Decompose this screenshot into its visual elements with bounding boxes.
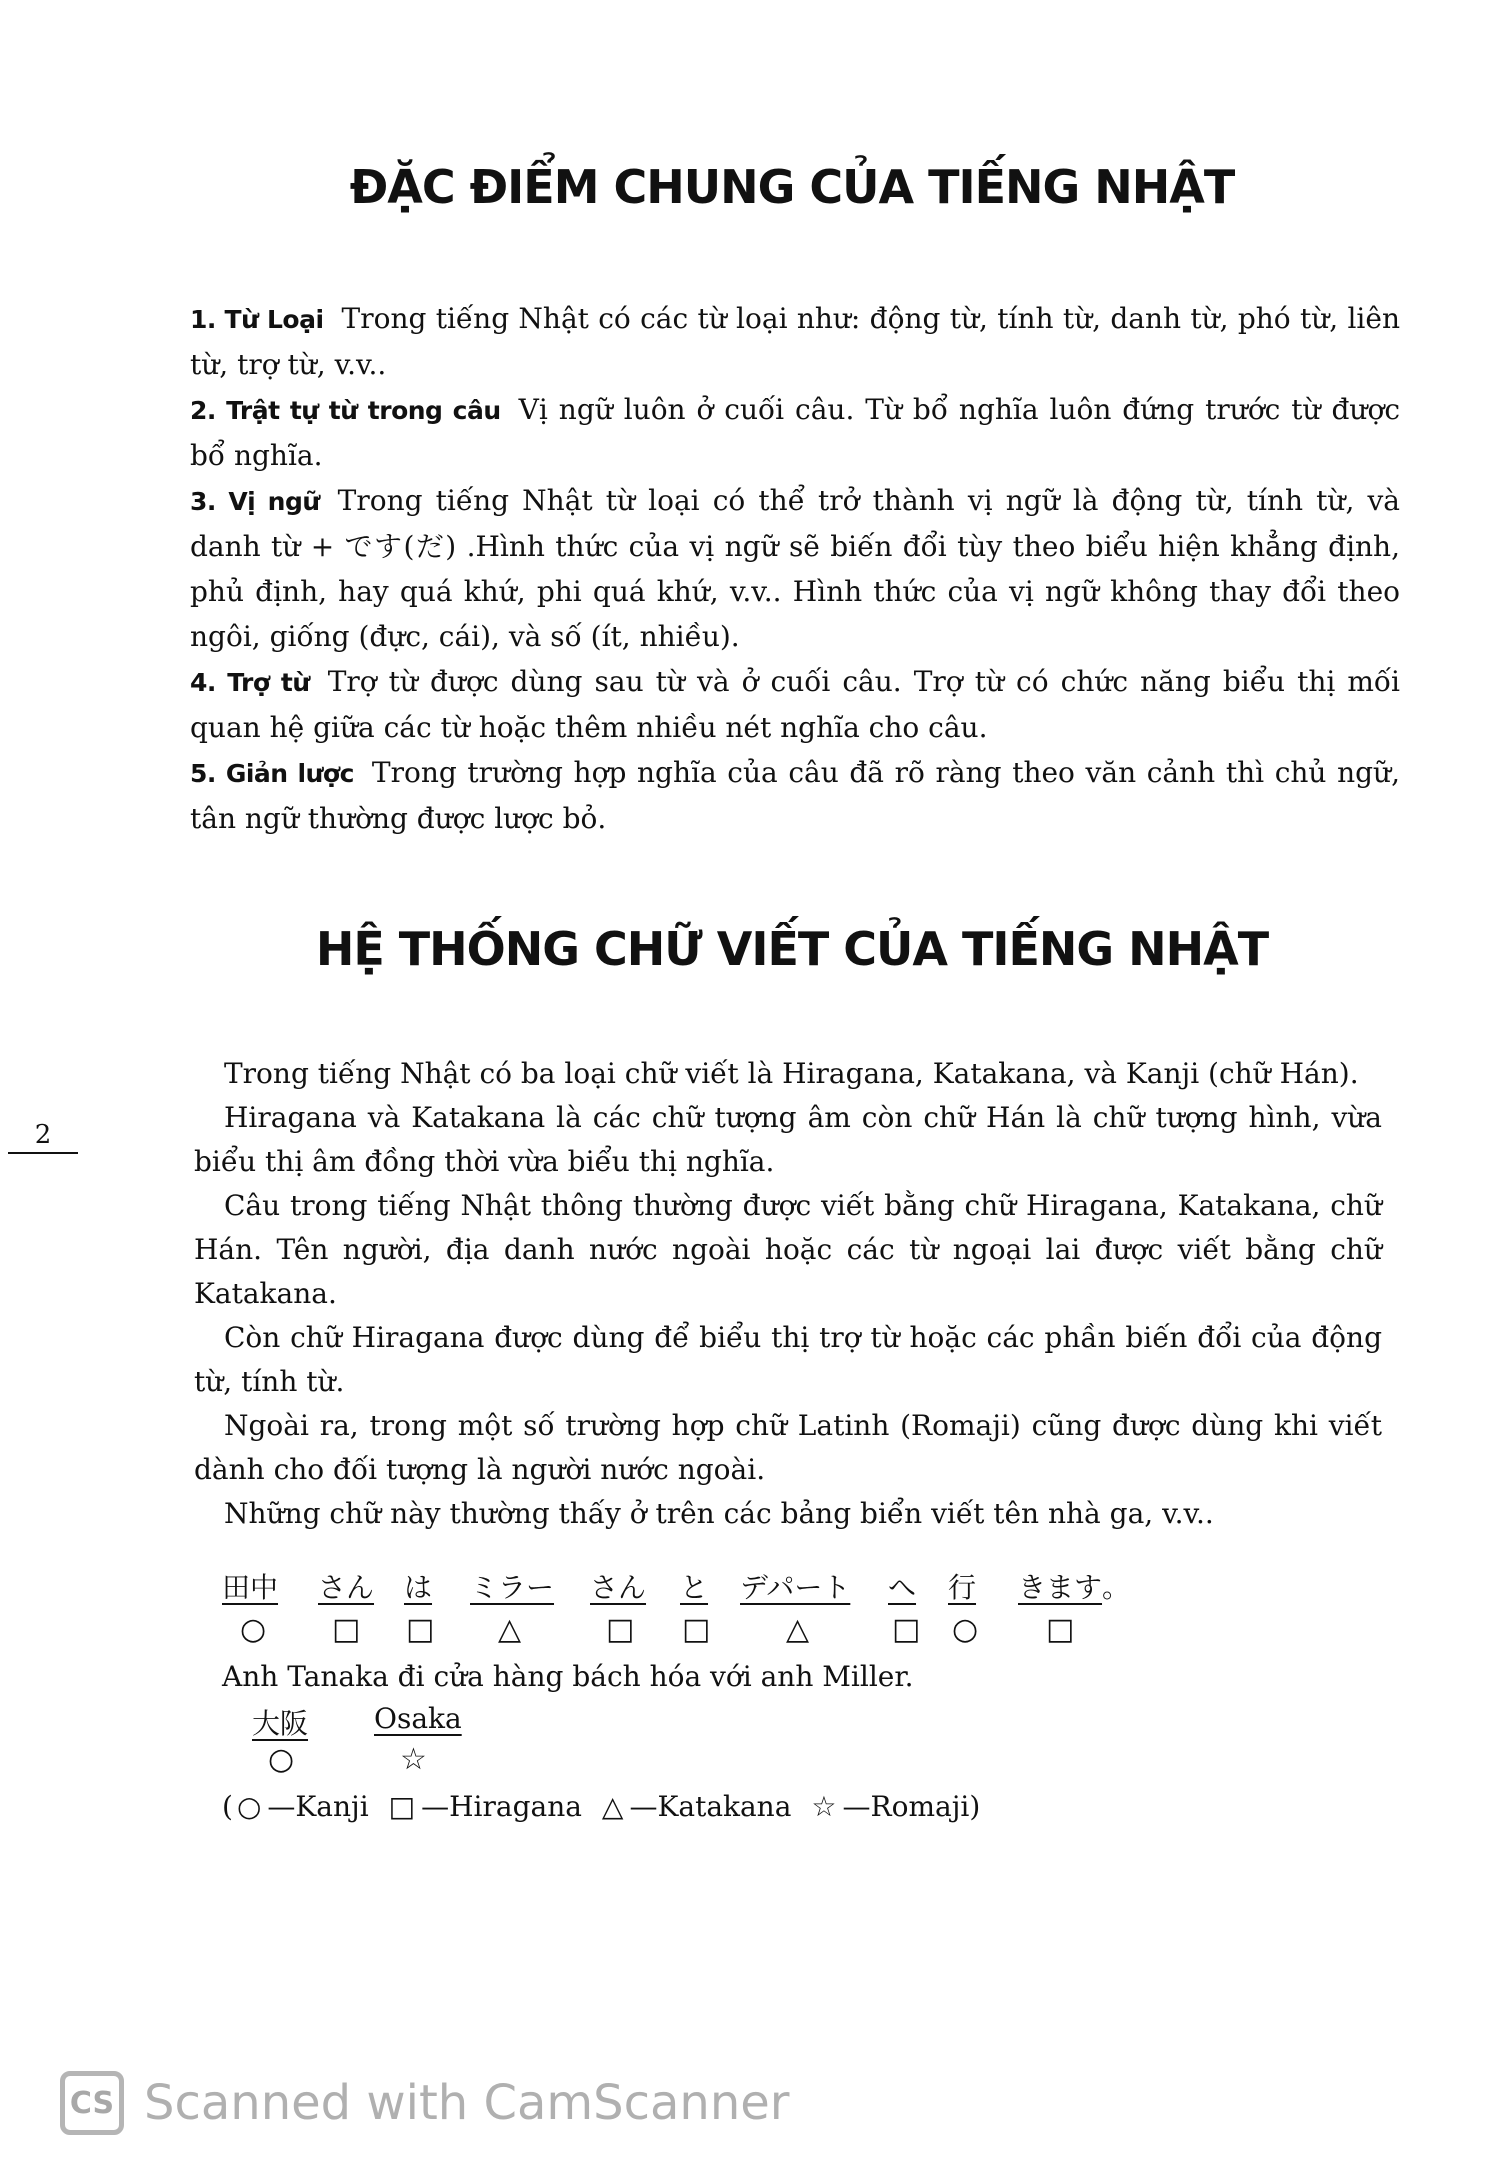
feature-text: Trợ từ được dùng sau từ và ở cuối câu. Trợ từ có chức năng biểu thị mối quan hệ giữa các từ hoặc thêm nhiều nét nghĩa cho câu.: [190, 665, 1401, 744]
square-symbol-icon: □: [406, 1612, 435, 1647]
page-number-rule: [8, 1152, 78, 1154]
feature-item: [190, 750, 1400, 841]
circle-symbol-icon: ○: [236, 1790, 262, 1823]
watermark-text: Scanned with CamScanner: [144, 2075, 790, 2131]
feature-term: 1. Từ Loại: [190, 305, 324, 334]
example-word: きます: [1018, 1571, 1103, 1604]
feature-text: Vị ngữ luôn ở cuối câu. Từ bổ nghĩa luôn đứng trước từ được bổ nghĩa.: [190, 393, 1401, 472]
feature-term: 5. Giản lược: [190, 759, 354, 788]
scanner-watermark: [60, 2068, 790, 2138]
section-heading-writing-system: HỆ THỐNG CHỮ VIẾT CỦA TIẾNG NHẬT: [315, 922, 1269, 976]
paragraph: Còn chữ Hiragana được dùng để biểu thị trợ từ hoặc các phần biến đổi của động từ, tính từ.: [194, 1321, 1382, 1398]
example-translation: Anh Tanaka đi cửa hàng bách hóa với anh Miller.: [222, 1660, 914, 1693]
paragraph: Câu trong tiếng Nhật thông thường được viết bằng chữ Hiragana, Katakana, chữ Hán. Tên người, địa danh nước ngoài hoặc các từ ngoại lai được viết bằng chữ Katakana.: [194, 1189, 1382, 1310]
legend-label: —Katakana: [629, 1790, 792, 1823]
feature-item: [190, 478, 1400, 659]
circle-symbol-icon: ○: [240, 1612, 267, 1647]
example-word: Osaka: [374, 1702, 462, 1735]
example-word: 田中: [222, 1571, 279, 1604]
example-sentence: [0, 1566, 1504, 1616]
circle-symbol-icon: ○: [952, 1612, 979, 1647]
page-number: [8, 1120, 78, 1154]
example-period: 。: [1102, 1571, 1131, 1604]
example-word: ミラー: [470, 1571, 555, 1604]
legend-open-paren: (: [222, 1790, 233, 1823]
script-symbol-row-osaka: [0, 1742, 1504, 1786]
general-features-list: [190, 296, 1400, 841]
feature-text: Trong trường hợp nghĩa của câu đã rõ ràng theo văn cảnh thì chủ ngữ, tân ngữ thường được lược bỏ.: [190, 756, 1400, 835]
triangle-symbol-icon: △: [601, 1790, 624, 1823]
symbol-legend: [222, 1790, 1000, 1823]
example-word: 大阪: [252, 1707, 309, 1740]
example-word: は: [404, 1571, 433, 1604]
camscanner-logo-icon: CS: [60, 2071, 124, 2135]
paragraph: Ngoài ra, trong một số trường hợp chữ Latinh (Romaji) cũng được dùng khi viết dành cho đối tượng là người nước ngoài.: [194, 1409, 1382, 1486]
circle-symbol-icon: ○: [268, 1742, 295, 1777]
triangle-symbol-icon: △: [498, 1612, 522, 1647]
example-word: さん: [318, 1571, 375, 1604]
feature-text: Trong tiếng Nhật có các từ loại như: động từ, tính từ, danh từ, phó từ, liên từ, trợ từ, v.v..: [190, 302, 1400, 381]
feature-item: [190, 659, 1400, 750]
example-word: 行: [948, 1571, 977, 1604]
star-symbol-icon: ☆: [400, 1742, 427, 1777]
square-symbol-icon: □: [606, 1612, 635, 1647]
feature-term: 4. Trợ từ: [190, 668, 310, 697]
script-symbol-row: [0, 1612, 1504, 1656]
triangle-symbol-icon: △: [786, 1612, 810, 1647]
legend-label: —Hiragana: [421, 1790, 582, 1823]
square-symbol-icon: □: [388, 1790, 416, 1823]
square-symbol-icon: □: [1046, 1612, 1075, 1647]
writing-system-text: [194, 1052, 1382, 1536]
legend-label: —Romaji): [842, 1790, 981, 1823]
legend-label: —Kanji: [267, 1790, 369, 1823]
feature-text: Trong tiếng Nhật từ loại có thể trở thành vị ngữ là động từ, tính từ, và danh từ + です(だ) .Hình thức của vị ngữ sẽ biến đổi tùy theo biểu hiện khẳng định, phủ định, hay quá khứ, phi quá khứ, v.v.. Hình thức của vị ngữ không thay đổi theo ngôi, giống (đực, cái), và số (ít, nhiều).: [190, 484, 1400, 653]
paragraph: Những chữ này thường thấy ở trên các bảng biển viết tên nhà ga, v.v..: [224, 1497, 1214, 1530]
feature-term: 2. Trật tự từ trong câu: [190, 396, 501, 425]
page-number-text: 2: [34, 1120, 52, 1150]
feature-item: [190, 296, 1400, 387]
square-symbol-icon: □: [892, 1612, 921, 1647]
feature-item: [190, 387, 1400, 478]
paragraph: Trong tiếng Nhật có ba loại chữ viết là Hiragana, Katakana, và Kanji (chữ Hán).: [224, 1057, 1359, 1090]
example-word: へ: [888, 1571, 917, 1604]
example-osaka: [0, 1702, 1504, 1746]
section-heading-general-features: ĐẶC ĐIỂM CHUNG CỦA TIẾNG NHẬT: [349, 160, 1235, 214]
square-symbol-icon: □: [332, 1612, 361, 1647]
example-word: さん: [590, 1571, 647, 1604]
square-symbol-icon: □: [682, 1612, 711, 1647]
paragraph: Hiragana và Katakana là các chữ tượng âm còn chữ Hán là chữ tượng hình, vừa biểu thị âm đồng thời vừa biểu thị nghĩa.: [194, 1101, 1382, 1178]
example-word: と: [680, 1571, 709, 1604]
example-word: デパート: [740, 1571, 851, 1604]
feature-term: 3. Vị ngữ: [190, 487, 320, 516]
star-symbol-icon: ☆: [811, 1790, 837, 1823]
